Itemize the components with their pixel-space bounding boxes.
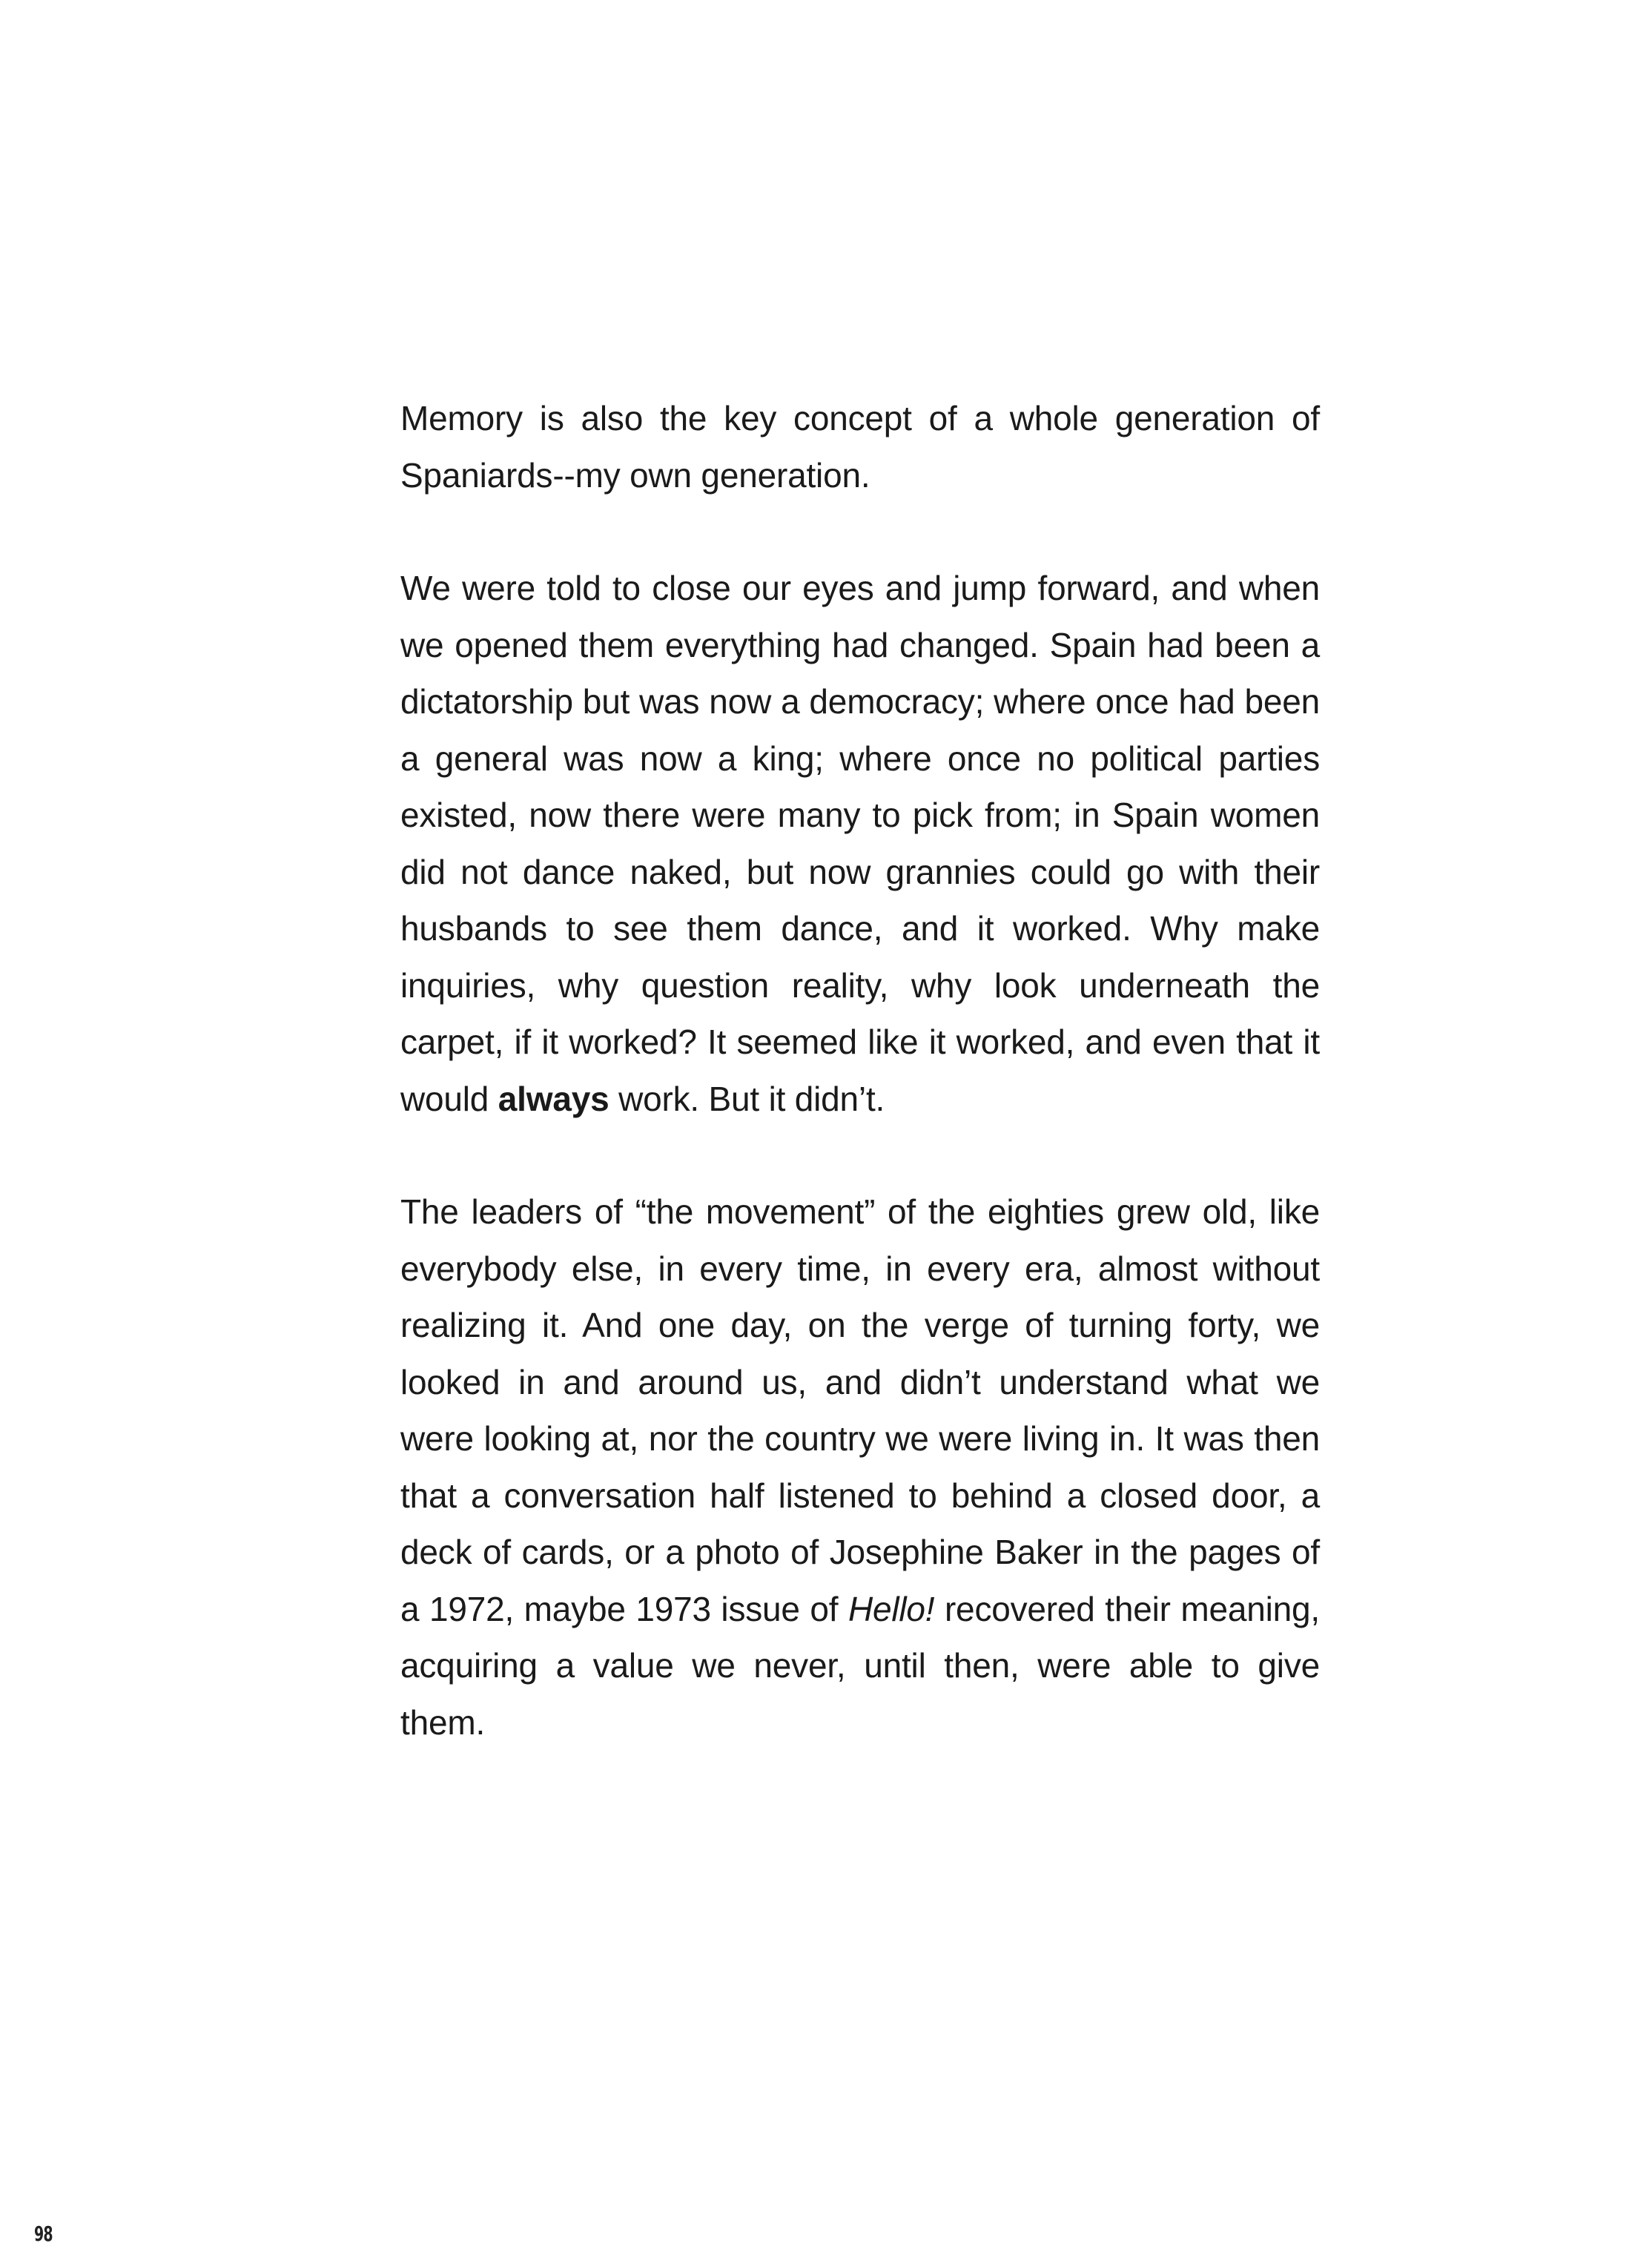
body-text	[400, 390, 1320, 1751]
emphasis-always: always	[498, 1079, 609, 1118]
paragraph-2-text-start: We were told to close our eyes and jump forward, and when we opened them everything had changed. Spain had been a dictatorship but was now a democracy; where once had been a general was now a king; where once no political parties existed, now there were many to pick from; in Spain women did not dance naked, but now grannies could go with their husbands to see them dance, and it worked. Why make inquiries, why question reality, why look underneath the carpet, if it worked? It seemed like it worked, and even that it would	[400, 569, 1320, 1118]
paragraph-1: Memory is also the key concept of a whole generation of Spaniards--my own generation.	[400, 399, 1320, 495]
magazine-title-hello: Hello!	[848, 1589, 935, 1628]
page-number: 98	[34, 2222, 53, 2246]
paragraph-3-text-end: recovered their meaning, acquiring a value we never, until then, were able to give them.	[400, 1589, 1320, 1742]
paragraph-3	[400, 1183, 1320, 1751]
paragraph-3-text-start: The leaders of “the movement” of the eighties grew old, like everybody else, in every time, in every era, almost without realizing it. And one day, on the verge of turning forty, we looked in and around us, and didn’t understand what we were looking at, nor the country we were living in. It was then that a conversation half listened to behind a closed door, a deck of cards, or a photo of Josephine Baker in the pages of a 1972, maybe 1973 issue of	[400, 1192, 1320, 1628]
paragraph-2-text-end: work. But it didn’t.	[609, 1079, 885, 1118]
paragraph-2	[400, 560, 1320, 1127]
